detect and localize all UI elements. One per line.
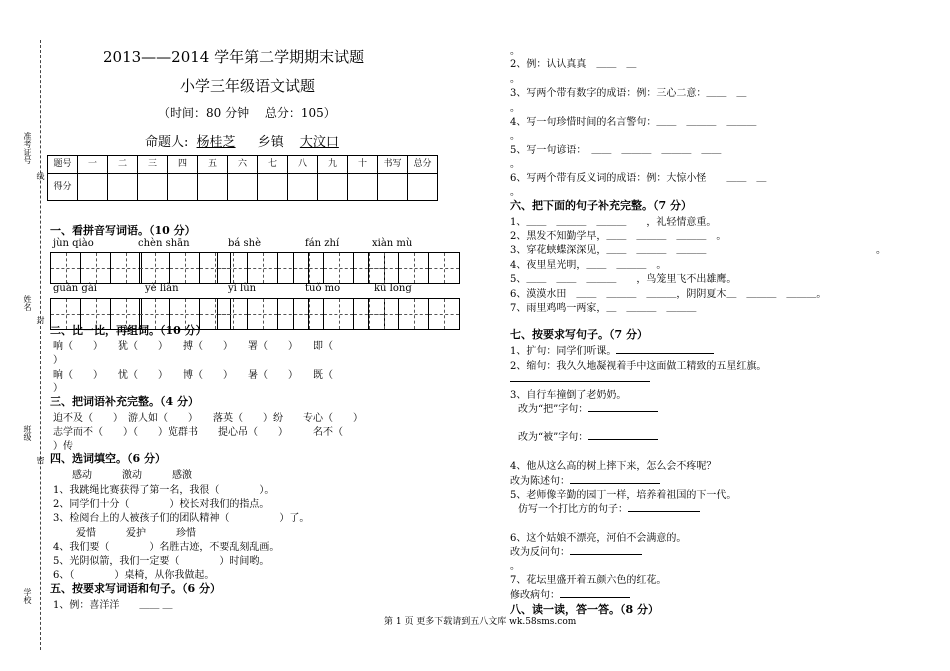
s7-q4a-text: 改为陈述句：: [510, 476, 570, 487]
s7-q3a: [518, 400, 658, 415]
s7-q3a-text: 改为“把”字句：: [518, 404, 589, 415]
score-cell: 九: [318, 156, 348, 174]
score-row-label: 得分: [48, 174, 78, 201]
s6-q2[interactable]: 2、黑发不知勤学早，＿＿ ＿＿＿ ＿＿＿ 。: [510, 231, 727, 242]
s7-q3a-answer[interactable]: [588, 401, 658, 412]
s3-line3: ）传: [53, 441, 73, 452]
section-6-heading: 六、把下面的句子补充完整。（7 分）: [510, 199, 692, 212]
side-label-name: 姓名: [23, 295, 32, 311]
s4-q3[interactable]: 3、检阅台上的人被孩子们的团队精神（ ）了。: [53, 513, 310, 524]
s5-q6[interactable]: 6、写两个带有反义词的成语：例：大惊小怪 ＿＿ ＿: [510, 173, 767, 184]
s4-q1[interactable]: 1、我跳绳比赛获得了第一名，我很（ ）。: [53, 485, 275, 496]
s3-line1[interactable]: 迫不及（ ） 游人如（ ） 落英（ ）纷 专心（ ）: [53, 413, 363, 424]
score-input-cell[interactable]: [378, 174, 408, 201]
score-table: [47, 155, 438, 201]
section-3-heading: 三、把词语补充完整。（4 分）: [50, 395, 199, 408]
s4-q2[interactable]: 2、同学们十分（ ）校长对我们的指点。: [53, 499, 270, 510]
s7-q4a-answer[interactable]: [570, 473, 660, 484]
score-cell: 二: [108, 156, 138, 174]
side-label-class: 班级: [23, 425, 32, 441]
binding-line: [40, 40, 41, 650]
s5-q5-prefix: 。: [510, 131, 520, 142]
s6-q7[interactable]: 7、雨里鸡鸣一两家，＿ ＿＿＿ ＿＿＿: [510, 303, 697, 314]
author-name: 杨桂芝: [196, 135, 236, 150]
s7-q1-text: 1、扩句：同学们听课。: [510, 346, 617, 357]
s5-q1[interactable]: 1、例：喜洋洋 ＿＿ ＿: [53, 600, 173, 611]
s6-q3[interactable]: 3、穿花蛱蝶深深见，＿＿ ＿＿＿ ＿＿＿: [510, 245, 707, 256]
section-8-heading: 八、读一读，答一答。（8 分）: [510, 603, 659, 616]
s7-q4: 4、他从这么高的树上摔下来，怎么会不疼呢？: [510, 461, 717, 472]
section-5-heading: 五、按要求写词语和句子。（6 分）: [50, 582, 221, 595]
score-cell: 五: [198, 156, 228, 174]
s7-q7a-answer[interactable]: [560, 587, 630, 598]
pinyin-7: yě liàn: [145, 283, 179, 294]
pinyin-3: bá shè: [228, 238, 262, 249]
s5-q4-prefix: 。: [510, 103, 520, 114]
side-label-exam-number: 准考证号: [23, 132, 32, 164]
page-title: 2013——2014 学年第二学期期末试题: [103, 48, 365, 66]
score-cell: 一: [78, 156, 108, 174]
side-label-secret: 密: [36, 456, 45, 464]
s4-q4[interactable]: 4、我们要（ ）名胜古迹，不要乱刻乱画。: [53, 542, 280, 553]
score-cell: 七: [258, 156, 288, 174]
pinyin-1: jùn qiào: [53, 238, 94, 249]
s7-q5a-answer[interactable]: [628, 501, 700, 512]
s7-q3b-text: 改为“被”字句：: [518, 432, 589, 443]
s7-q4a: [510, 472, 660, 487]
town-label: 乡镇: [257, 135, 284, 150]
section-1-heading: 一、看拼音写词语。（10 分）: [50, 224, 196, 237]
pinyin-6: guàn gài: [53, 283, 97, 294]
side-label-seal: 封: [36, 316, 45, 324]
section-2-heading: 二、比一比，再组词。（10 分）: [50, 324, 207, 337]
side-label-line: 线: [36, 172, 45, 180]
score-input-cell[interactable]: [318, 174, 348, 201]
score-cell: 八: [288, 156, 318, 174]
s7-q6a-answer[interactable]: [570, 544, 642, 555]
score-table-header-row: [48, 156, 438, 174]
pinyin-9: tuǒ mo: [305, 283, 341, 294]
s2-row1[interactable]: 响（ ） 犹（ ） 搏（ ） 署（ ） 即（: [53, 341, 333, 352]
s4-words2: 爱惜 爱护 珍惜: [76, 528, 196, 539]
s7-q5a: [518, 500, 700, 515]
s7-q3b-answer[interactable]: [588, 429, 658, 440]
s7-q6-end: 。: [510, 561, 520, 572]
score-cell: 三: [138, 156, 168, 174]
s7-q5: 5、老师像辛勤的园丁一样，培养着祖国的下一代。: [510, 490, 737, 501]
author-line: [145, 131, 351, 150]
writing-grid[interactable]: [368, 252, 460, 284]
section-7-heading: 七、按要求写句子。（7 分）: [510, 328, 648, 341]
side-label-school: 学校: [23, 588, 32, 604]
s7-q6a: [510, 543, 642, 558]
score-input-cell[interactable]: [138, 174, 168, 201]
s6-q5[interactable]: 5、＿＿ ＿＿ ＿＿＿ ，鸟笼里飞不出雄鹰。: [510, 274, 737, 285]
s7-q3: 3、自行车撞倒了老奶奶。: [510, 390, 627, 401]
town-name: 大汶口: [299, 135, 339, 150]
s6-q6[interactable]: 6、漠漠水田 ＿＿ ＿＿＿ ＿＿＿，阴阴夏木＿ ＿＿＿ ＿＿＿。: [510, 289, 827, 300]
score-table-score-row: [48, 174, 438, 201]
score-input-cell[interactable]: [198, 174, 228, 201]
s5-q2[interactable]: 2、例：认认真真 ＿＿ ＿: [510, 59, 637, 70]
s4-q5[interactable]: 5、光阴似箭，我们一定要（ ）时间哟。: [53, 556, 270, 567]
s3-line2[interactable]: 志学而不（ ）（ ）览群书 提心吊（ ） 名不（: [53, 427, 363, 438]
s7-q2: 2、缩句：我久久地凝视着手中这面做工精致的五星红旗。: [510, 361, 767, 372]
score-input-cell[interactable]: [228, 174, 258, 201]
s7-q6: 6、这个姑娘不漂亮，河伯不会满意的。: [510, 533, 687, 544]
s7-q6a-text: 改为反问句：: [510, 547, 570, 558]
pinyin-2: chèn shān: [138, 238, 190, 249]
score-cell: 六: [228, 156, 258, 174]
writing-grid[interactable]: [368, 298, 460, 330]
s6-q1[interactable]: 1、＿＿ ＿＿＿ ＿＿＿ ，礼轻情意重。: [510, 217, 717, 228]
s5-q3[interactable]: 3、写两个带有数字的成语：例：三心二意：＿＿ ＿: [510, 88, 747, 99]
s6-q3-end: 。: [876, 245, 886, 256]
s7-q7: 7、花坛里盛开着五颜六色的红花。: [510, 575, 667, 586]
s5-q6-prefix: 。: [510, 159, 520, 170]
s7-q2-answer[interactable]: [510, 371, 650, 382]
score-cell: 书写: [378, 156, 408, 174]
page-footer: 第 1 页 更多下载请到五八文库 wk.58sms.com: [384, 617, 577, 627]
s5-q3-prefix: 。: [510, 74, 520, 85]
writing-grid[interactable]: [50, 252, 142, 284]
s7-q5a-text: 仿写一个打比方的句子：: [518, 504, 628, 515]
s5-q4[interactable]: 4、写一句珍惜时间的名言警句：＿＿ ＿＿＿ ＿＿＿: [510, 117, 757, 128]
s5-q5[interactable]: 5、写一句谚语： ＿＿ ＿＿＿ ＿＿＿ ＿＿: [510, 145, 722, 156]
score-input-cell[interactable]: [108, 174, 138, 201]
score-cell: 总分: [408, 156, 438, 174]
score-input-cell[interactable]: [258, 174, 288, 201]
score-input-cell[interactable]: [168, 174, 198, 201]
s2-row2[interactable]: 晌（ ） 忧（ ） 博（ ） 暑（ ） 既（: [53, 370, 333, 381]
score-input-cell[interactable]: [348, 174, 378, 201]
s5-end: 。: [510, 187, 520, 198]
s7-q7a-text: 修改病句：: [510, 590, 560, 601]
score-cell: 题号: [48, 156, 78, 174]
score-cell: 四: [168, 156, 198, 174]
score-cell: 十: [348, 156, 378, 174]
s4-words1: 感动 激动 感激: [72, 470, 192, 481]
s2-row1-end: ）: [53, 355, 63, 366]
s7-q7a: [510, 586, 630, 601]
s7-q3b: [518, 428, 658, 443]
page-subtitle: 小学三年级语文试题: [180, 77, 316, 95]
pinyin-8: yì lùn: [228, 283, 257, 294]
score-input-cell[interactable]: [408, 174, 438, 201]
s6-q4[interactable]: 4、夜里星光明，＿＿ ＿＿＿ 。: [510, 260, 667, 271]
s4-q6[interactable]: 6、（ ）桌椅，从你我做起。: [53, 570, 215, 581]
section-4-heading: 四、选词填空。（6 分）: [50, 452, 166, 465]
pinyin-5: xiàn mù: [372, 238, 413, 249]
score-input-cell[interactable]: [78, 174, 108, 201]
score-input-cell[interactable]: [288, 174, 318, 201]
exam-time: （时间：80 分钟 总分：105）: [158, 106, 336, 120]
pinyin-10: kū long: [374, 283, 412, 294]
s7-q1-answer[interactable]: [616, 343, 714, 354]
author-label: 命题人:: [145, 135, 189, 150]
s2-row2-end: ）: [53, 383, 63, 394]
s5-q2-prefix: 。: [510, 46, 520, 57]
pinyin-4: fán zhí: [305, 238, 340, 249]
s7-q1: [510, 342, 714, 357]
